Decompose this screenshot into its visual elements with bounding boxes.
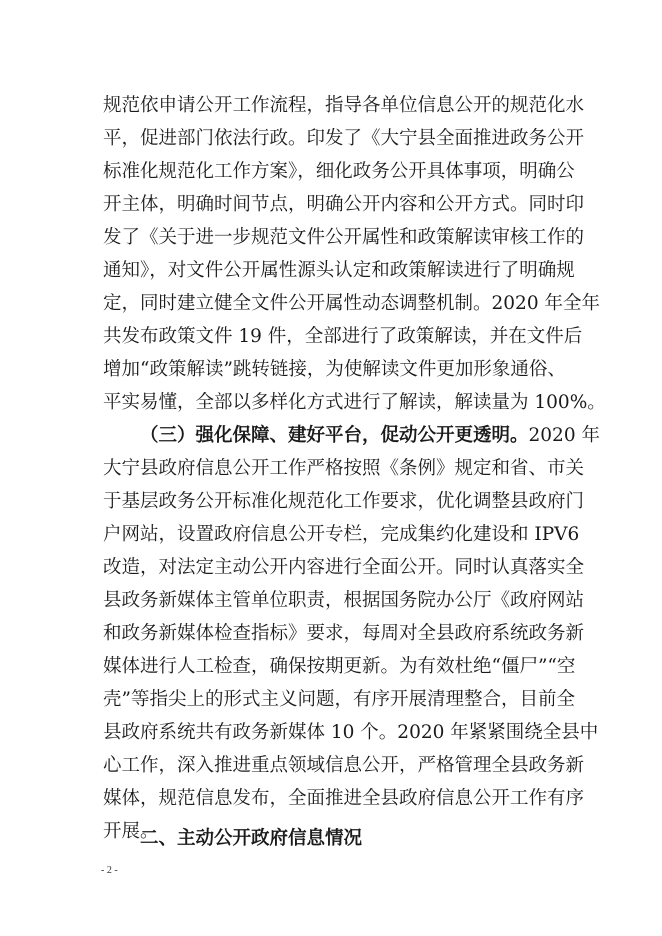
section-3-first-line-rest: 2020 年 [528,425,600,446]
paragraph-line: 发了《关于进一步规范文件公开属性和政策解读审核工作的 [103,227,585,248]
paragraph-line: 规范依申请公开工作流程，指导各单位信息公开的规范化水 [103,95,585,116]
paragraph-line: 开主体，明确时间节点，明确公开内容和公开方式。同时印 [103,194,585,215]
paragraph-line: 媒体，规范信息发布，全面推进全县政府信息公开工作有序 [103,788,585,809]
paragraph-line: 大宁县政府信息公开工作严格按照《条例》规定和省、市关 [103,458,585,479]
paragraph-line: 开展。 [103,821,159,842]
section-2-title: 二、主动公开政府信息情况 [140,828,363,849]
paragraph-line: 和政务新媒体检查指标》要求，每周对全县政府系统政务新 [103,623,585,644]
paragraph-line: 县政府系统共有政务新媒体 10 个。2020 年紧紧围绕全县中 [103,722,599,743]
page-number: - 2 - [101,865,118,876]
paragraph-line: 标准化规范化工作方案》，细化政务公开具体事项，明确公 [103,161,575,182]
paragraph-line: 改造，对法定主动公开内容进行全面公开。同时认真落实全 [103,557,585,578]
paragraph-line: 共发布政策文件 19 件，全部进行了政策解读，并在文件后 [103,326,583,347]
paragraph-line: 壳”等指尖上的形式主义问题，有序开展清理整合，目前全 [103,689,575,710]
paragraph-line: 增加“政策解读”跳转链接，为使解读文件更加形象通俗、 [103,359,566,380]
paragraph-line: 通知》，对文件公开属性源头认定和政策解读进行了明确规 [103,260,575,281]
paragraph-line: 县政务新媒体主管单位职责，根据国务院办公厅《政府网站 [103,590,585,611]
body-text [103,89,606,848]
section-3-heading: （三）强化保障、建好平台，促动公开更透明。 [140,425,529,446]
paragraph-line: 媒体进行人工检查，确保按期更新。为有效杜绝“僵尸”“空 [103,656,576,677]
paragraph-line: 心工作，深入推进重点领域信息公开，严格管理全县政务新 [103,755,585,776]
paragraph-line: 户网站，设置政府信息公开专栏，完成集约化建设和 IPV6 [103,524,580,545]
paragraph-line: 平实易懂，全部以多样化方式进行了解读，解读量为 100%。 [103,392,606,413]
section-3-first-line [103,419,600,452]
paragraph-line: 于基层政务公开标准化规范化工作要求，优化调整县政府门 [103,491,585,512]
paragraph-line: 定，同时建立健全文件公开属性动态调整机制。2020 年全年 [103,293,600,314]
paragraph-line: 平，促进部门依法行政。印发了《大宁县全面推进政务公开 [103,128,585,149]
